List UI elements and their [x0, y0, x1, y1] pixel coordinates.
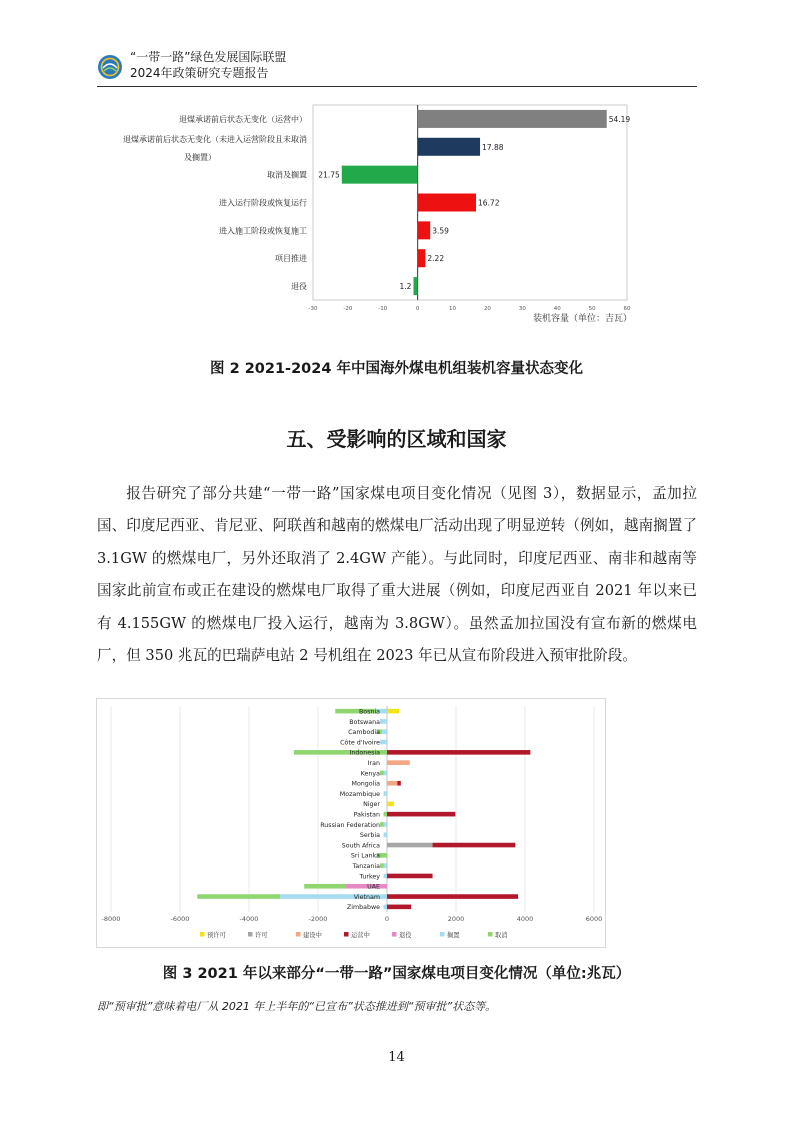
chart2-tick-label: 0: [384, 915, 390, 923]
chart2-bar-segment: [384, 791, 387, 796]
figure-3-caption: 图 3 2021 年以来部分“一带一路”国家煤电项目变化情况（单位:兆瓦）: [162, 966, 631, 982]
chart2-legend-label: 取消: [495, 932, 508, 939]
section-heading: 五、受影响的区域和国家: [286, 427, 507, 451]
chart2-tick-label: -8000: [101, 915, 121, 923]
chart1-category-labels: [123, 114, 307, 291]
chart2-legend-label: 退役: [399, 932, 412, 939]
alliance-logo-icon: [97, 54, 123, 80]
page-number: 14: [388, 1050, 405, 1065]
chart2-bar-segment: [387, 874, 433, 879]
chart2-bar-segment: [433, 843, 516, 848]
chart1-category-label: 退役: [291, 282, 307, 292]
chart2-bar-segment: [387, 781, 397, 786]
chart2-bar-segment: [380, 771, 383, 776]
chart2-legend-swatch: [248, 932, 253, 937]
chart2-tick-label: 4000: [516, 915, 534, 923]
chart2-country-label: Mozambique: [339, 790, 380, 798]
chart1-bar: [342, 166, 418, 184]
chart2-bar-segment: [387, 760, 410, 765]
chart1-data-label: 54.19: [608, 114, 631, 124]
chart2-bar-segment: [387, 750, 530, 755]
chart2-bar-segment: [387, 802, 394, 807]
chart2-country-label: Iran: [367, 759, 380, 767]
chart1-bar: [418, 138, 480, 156]
figure-3-chart: [96, 698, 606, 948]
chart2-legend-swatch: [392, 932, 397, 937]
chart2-grid: [111, 706, 594, 912]
chart1-category-label: 退煤承诺前后状态无变化（运营中）: [179, 114, 307, 124]
chart1-category-label: 退煤承诺前后状态无变化（未进入运营阶段且未取消: [123, 134, 307, 144]
figure-3-note: 即“预审批”意味着电厂从 2021 年上半年的“已宣布”状态推进到“预审批”状态等。: [97, 1000, 497, 1013]
chart2-bar-segment: [384, 822, 387, 827]
chart1-category-label: 进入施工阶段或恢复施工: [219, 226, 307, 236]
chart1-tick-label: 30: [518, 306, 526, 312]
chart2-legend-swatch: [296, 932, 301, 937]
chart2-bar-segment: [397, 781, 400, 786]
chart1-category-label: 项目推进: [275, 254, 307, 264]
chart1-tick-label: 20: [483, 306, 491, 312]
chart1-data-label: 2.22: [427, 254, 445, 264]
chart2-bar-segment: [380, 822, 383, 827]
chart1-bars: [318, 110, 630, 295]
chart2-country-label: Botswana: [349, 718, 380, 726]
chart2-country-label: Russian Federation: [320, 821, 380, 829]
chart2-tick-label: 2000: [447, 915, 465, 923]
chart2-bar-segment: [387, 905, 411, 910]
chart2-country-label: Niger: [363, 801, 380, 809]
chart1-x-axis-label: 装机容量（单位：吉瓦）: [532, 314, 632, 324]
chart2-country-label: Tanzania: [352, 862, 380, 870]
chart2-bar-segment: [387, 709, 399, 714]
chart2-country-label: Bosnia: [358, 708, 380, 716]
chart2-tick-labels: [102, 915, 603, 923]
chart2-country-label: UAE: [367, 883, 380, 891]
chart2-legend-swatch: [344, 932, 349, 937]
chart2-legend-swatch: [440, 932, 445, 937]
chart2-legend-label: 建设中: [303, 932, 322, 939]
chart2-country-labels: [320, 708, 380, 911]
chart2-country-label: Pakistan: [353, 811, 380, 819]
chart2-bar-segment: [380, 863, 383, 868]
chart1-category-label: 进入运行阶段或恢复运行: [219, 198, 307, 208]
chart1-data-label: 1.2: [399, 282, 412, 292]
chart2-bar-segment: [384, 832, 387, 837]
chart1-tick-label: -20: [343, 306, 353, 312]
chart2-bar-segment: [387, 843, 433, 848]
chart2-bar-segment: [387, 812, 455, 817]
chart1-tick-label: 50: [588, 306, 596, 312]
chart2-tick-label: -4000: [239, 915, 259, 923]
chart1-tick-label: 0: [415, 306, 420, 312]
chart1-data-label: 17.88: [482, 142, 504, 152]
chart1-bar: [418, 194, 476, 212]
chart2-country-label: Serbia: [359, 832, 380, 840]
chart1-bar: [418, 249, 426, 267]
chart2-bar-segment: [384, 874, 387, 879]
chart2-country-label: Kenya: [360, 770, 380, 778]
chart2-legend-label: 预许可: [207, 932, 226, 939]
body-paragraph: 报告研究了部分共建“一带一路”国家煤电项目变化情况（见图 3），数据显示，孟加拉国、印度尼西亚、肯尼亚、阿联酋和越南的燃煤电厂活动出现了明显逆转（例如，越南搁置了 3.1GW 的燃煤电厂，另外还取消了 2.4GW 产能）。与此同时，印度尼西亚、南非和越南等国家此前宣布或正在建设的燃煤电厂取得了重大进展（例如，印度尼西亚自 2021 年以来已有 4.155GW 的燃煤电厂投入运行，越南为 3.8GW）。虽然孟加拉国没有宣布新的燃煤电厂，但 350 兆瓦的巴瑞萨电站 2 号机组在 2023 年已从宣布阶段进入预审批阶段。: [97, 485, 697, 665]
chart1-bar: [418, 221, 431, 239]
chart2-legend-label: 搁置: [447, 932, 460, 939]
chart2-bar-segment: [384, 771, 387, 776]
chart1-data-label: 16.72: [478, 198, 500, 208]
chart1-data-label: 21.75: [318, 170, 340, 180]
chart2-country-label: South Africa: [341, 842, 380, 850]
chart2-country-label: Vietnam: [353, 893, 380, 901]
chart2-bar-segment: [384, 863, 387, 868]
chart2-bar-segment: [304, 884, 345, 889]
chart1-tick-label: -10: [378, 306, 388, 312]
chart2-tick-label: -2000: [308, 915, 328, 923]
chart2-country-label: Indonesia: [349, 749, 380, 757]
chart2-bar-segment: [380, 740, 387, 745]
chart2-bar-segment: [384, 812, 387, 817]
chart2-country-label: Côte d'Ivoire: [340, 739, 380, 747]
chart2-country-label: Cambodia: [348, 729, 380, 737]
chart2-tick-label: -6000: [170, 915, 190, 923]
chart2-country-label: Turkey: [359, 873, 380, 881]
chart1-tick-label: -30: [308, 306, 318, 312]
chart2-legend-label: 运营中: [351, 932, 370, 939]
chart2-tick-label: 6000: [585, 915, 603, 923]
figure-2-chart: [95, 100, 655, 330]
chart2-bar-segment: [387, 894, 518, 899]
chart2-bar-segment: [197, 894, 280, 899]
chart1-data-label: 3.59: [432, 226, 449, 236]
figure-2-caption: 图 2 2021-2024 年中国海外煤电机组装机容量状态变化: [210, 361, 583, 377]
header-subtitle: 2024年政策研究专题报告: [130, 66, 269, 80]
header-divider: [97, 86, 697, 87]
chart1-tick-label: 60: [623, 306, 631, 312]
chart1-tick-label: 10: [449, 306, 457, 312]
chart2-bar-segment: [382, 729, 387, 734]
chart2-legend-swatch: [200, 932, 205, 937]
chart1-tick-labels: [309, 306, 631, 312]
chart2-country-label: Zimbabwe: [346, 904, 380, 912]
chart2-legend-label: 许可: [255, 932, 268, 939]
chart2-bar-segment: [380, 719, 387, 724]
chart1-bar: [413, 277, 417, 295]
header-title: “一带一路”绿色发展国际联盟: [130, 50, 287, 64]
chart2-legend-swatch: [488, 932, 493, 937]
chart1-category-label: 取消及搁置: [267, 170, 307, 180]
chart2-country-label: Sri Lanka: [350, 852, 380, 860]
chart1-bar: [418, 110, 607, 128]
chart1-tick-label: 40: [553, 306, 561, 312]
chart2-bar-segment: [384, 905, 387, 910]
chart2-country-label: Mongolia: [351, 780, 380, 788]
chart1-category-label: 及搁置）: [184, 152, 216, 162]
chart2-legend: [200, 930, 508, 939]
